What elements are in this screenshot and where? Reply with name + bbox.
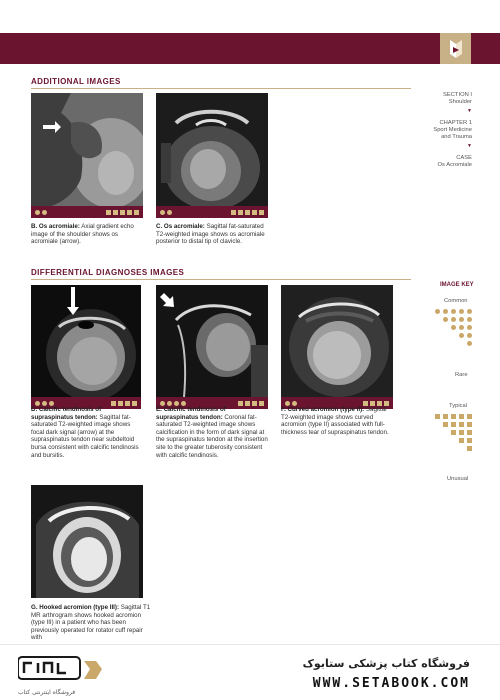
image-key-common: Common: [444, 298, 468, 304]
setabook-logo-icon: [18, 653, 108, 693]
footer-persian-title: فروشگاه کتاب پزشکی ستابوک: [302, 657, 470, 670]
image-key-rare: Rare: [455, 372, 468, 378]
rating-bar-b: [31, 206, 143, 218]
side-navigation: [412, 92, 472, 171]
image-d-calcific-tendinosis: [31, 285, 141, 397]
nav-chapter[interactable]: CHAPTER 1 Sport Medicine and Trauma: [433, 120, 472, 140]
differential-images-heading: DIFFERENTIAL DIAGNOSES IMAGES: [31, 268, 185, 277]
typicality-squares: [238, 401, 264, 406]
caption-c: C. Os acromiale: Sagittal fat-saturated T2-weighted image shows os acromiale posterior to distal tip of clavicle.: [156, 223, 265, 246]
chevron-down-icon: ▼: [467, 143, 472, 149]
image-key-unusual: Unusual: [447, 476, 469, 482]
image-f-curved-acromion: [281, 285, 393, 397]
frequency-dots: [160, 210, 172, 215]
image-key-typical: Typical: [449, 403, 468, 409]
typicality-squares: [106, 210, 139, 215]
caption-d: D. Calcific tendinosis of supraspinatus tendon: Sagittal fat-saturated T2-weighted image shows focal dark signal (arrow) at the supraspinatus tendon near subdeltoid bursa consistent with calcific tendinosis and bursitis.: [31, 406, 139, 459]
footer-url-link[interactable]: WWW.SETABOOK.COM: [312, 676, 470, 691]
caption-g: G. Hooked acromion (type III): Sagittal T1 MR arthrogram shows hooked acromion (type III) in a patient who has been previously operated for rotator cuff repair with: [31, 604, 151, 642]
typicality-scale-squares: [435, 414, 472, 451]
additional-images-heading: ADDITIONAL IMAGES: [31, 77, 121, 86]
chevron-down-icon: ▼: [467, 108, 472, 114]
frequency-dots: [35, 401, 54, 406]
typicality-squares: [231, 210, 264, 215]
frequency-dots: [285, 401, 297, 406]
footer-brand-subtitle: فروشگاه اینترنتی کتاب: [18, 689, 76, 696]
caption-f: F. Curved acromion (type II): Sagittal T2-weighted image shows curved acromion (type II) associated with full-thickness tear of supraspinatus tendon.: [281, 406, 389, 436]
nav-section[interactable]: SECTION I Shoulder: [443, 92, 472, 105]
book-brand-icon: [440, 33, 471, 64]
image-b-axial-gradient: [31, 93, 143, 206]
caption-e: E. Calcific tendinosis of supraspinatus tendon: Coronal fat-saturated T2-weighted image shows calcification in the form of dark signal at the supraspinatus tendon at the insertion site to the greater tuberosity consistent with calcific tendinosis.: [156, 406, 268, 459]
footer-banner: [0, 644, 500, 700]
rating-bar-c: [156, 206, 268, 218]
frequency-dots: [35, 210, 47, 215]
frequency-dots: [160, 401, 186, 406]
image-key-title: IMAGE KEY: [440, 282, 474, 288]
typicality-squares: [111, 401, 137, 406]
header-bar: [0, 33, 500, 64]
frequency-scale-dots: [435, 309, 472, 346]
heading-rule: [31, 279, 411, 280]
image-g-hooked-acromion: [31, 485, 143, 598]
heading-rule: [31, 88, 411, 89]
image-c-sagittal-t2: [156, 93, 268, 206]
caption-b: B. Os acromiale: Axial gradient echo image of the shoulder shows os acromiale (arrow).: [31, 223, 134, 246]
nav-case[interactable]: CASE Os Acromiale: [437, 155, 472, 168]
typicality-squares: [363, 401, 389, 406]
image-e-coronal-t2: [156, 285, 268, 397]
